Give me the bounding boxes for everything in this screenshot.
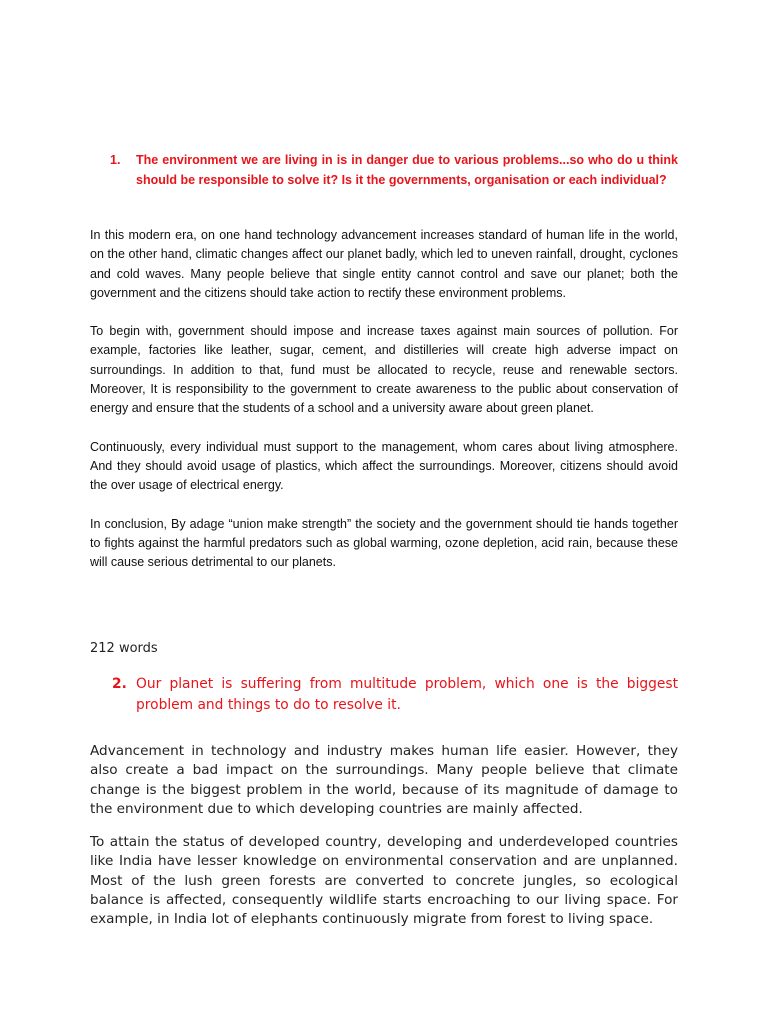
question-2-number: 2. xyxy=(112,676,127,692)
essay-2 xyxy=(90,742,678,944)
essay-2-paragraph: To attain the status of developed country, developing and underdeveloped countries like India have lesser knowledge on environmental conservation and are unplanned. Most of the lush green forests are converted to concrete jungles, so ecological balance is affected, consequently wildlife starts encroaching to our living space. For example, in India lot of elephants continuously migrate from forest to living space. xyxy=(90,834,678,928)
essay-1-paragraph: In conclusion, By adage “union make strength” the society and the government should tie hands together to fights against the harmful predators such as global warming, ozone depletion, acid rain, because these will cause serious detrimental to our planets. xyxy=(90,516,678,570)
question-1-number: 1. xyxy=(110,153,121,167)
question-2-text: Our planet is suffering from multitude problem, which one is the biggest problem and things to do to resolve it. xyxy=(136,676,678,713)
question-1-text: The environment we are living in is in danger due to various problems...so who do u think should be responsible to solve it? Is it the governments, organisation or each individual? xyxy=(136,153,678,187)
essay-2-paragraph: Advancement in technology and industry makes human life easier. However, they also create a bad impact on the surroundings. Many people believe that climate change is the biggest problem in the world, because of its magnitude of damage to the environment due to which developing countries are mainly affected. xyxy=(90,743,678,817)
essay-1-paragraph: To begin with, government should impose and increase taxes against main sources of pollution. For example, factories like leather, sugar, cement, and distilleries will create high adverse impact on surroundings. In addition to that, fund must be allocated to recycle, reuse and renewable sectors. Moreover, It is responsibility to the government to create awareness to the public about conservation of energy and ensure that the students of a school and a university aware about green planet. xyxy=(90,324,678,416)
essay-1-paragraph: In this modern era, on one hand technology advancement increases standard of human life in the world, on the other hand, climatic changes affect our planet badly, which led to uneven rainfall, drought, cyclones and cold waves. Many people believe that single entity cannot control and save our planet; both the government and the citizens should take action to rectify these environment problems. xyxy=(90,228,678,300)
word-count: 212 words xyxy=(90,641,158,656)
question-1 xyxy=(112,150,678,190)
question-2 xyxy=(112,674,678,716)
essay-1-paragraph: Continuously, every individual must support to the management, whom cares about living atmosphere. And they should avoid usage of plastics, which affect the surroundings. Moreover, citizens should avoid the over usage of electrical energy. xyxy=(90,439,678,493)
essay-1 xyxy=(90,226,678,591)
